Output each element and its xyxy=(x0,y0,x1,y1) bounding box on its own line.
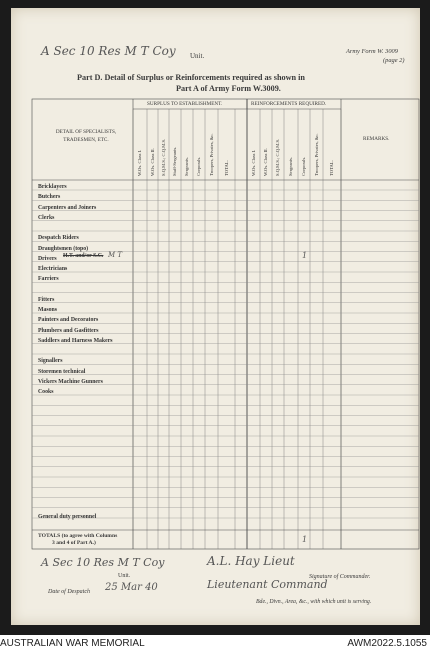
date-of-despatch-label: Date of Despatch xyxy=(48,589,90,595)
trade-row-label: Carpenters and Joiners xyxy=(38,204,97,211)
column-header: W.Os. Class II. xyxy=(263,148,268,176)
date-of-despatch-handwritten: 25 Mar 40 xyxy=(105,582,158,593)
totals-label-2: 3 and 4 of Part A.) xyxy=(52,540,96,546)
trade-row-label: Draughtsmen (topo) xyxy=(38,245,89,252)
surplus-header: SURPLUS TO ESTABLISHMENT. xyxy=(147,101,223,107)
drivers-mark: 1 xyxy=(302,251,308,260)
page-reference: (page 2) xyxy=(383,57,405,64)
column-header: Corporals. xyxy=(196,156,201,176)
trade-row-label: Cooks xyxy=(38,389,54,395)
column-header: W.Os. Class II. xyxy=(149,148,155,176)
trade-row-label: Farriers xyxy=(38,276,59,283)
trade-row-label: Despatch Riders xyxy=(38,235,79,242)
trade-row-label: Clerks xyxy=(38,214,55,221)
column-header: S.Q.M.S.; C.Q.M.S. xyxy=(160,138,166,176)
commander-signature: A.L. Hay Lieut xyxy=(207,554,295,568)
column-header: Corporals. xyxy=(301,156,306,176)
column-header: W.Os. Class I. xyxy=(137,149,142,176)
trade-row-label: Bricklayers xyxy=(38,184,67,190)
trade-row-label: Electricians xyxy=(38,266,68,272)
remarks-header: REMARKS. xyxy=(363,136,390,142)
column-header: Staff-Sergeants. xyxy=(172,146,177,176)
unit-handwritten: A Sec 10 Res M T Coy xyxy=(41,44,176,58)
column-header: Sergeants. xyxy=(184,157,189,176)
column-header: S.Q.M.S.; C.Q.M.S. xyxy=(275,138,280,176)
footer-unit-handwritten: A Sec 10 Res M T Coy xyxy=(41,556,165,569)
trade-row-label: Butchers xyxy=(38,194,61,201)
source-caption: AUSTRALIAN WAR MEMORIAL xyxy=(0,638,145,649)
trade-row-label: Vickers Machine Gunners xyxy=(38,378,103,385)
totals-label: TOTALS (to agree with Columns xyxy=(38,533,118,539)
reinforcements-header: REINFORCEMENTS REQUIRED. xyxy=(251,101,327,107)
general-duty-label: General duty personnel xyxy=(38,514,97,520)
signature-of-commander-label: Signature of Commander. xyxy=(309,574,371,580)
footer-unit-label: Unit. xyxy=(118,573,131,579)
column-header: Troopers, Privates, &c. xyxy=(208,133,214,176)
trade-row-label: Storemen technical xyxy=(38,368,86,375)
form-title-line2: Part A of Army Form W.3009. xyxy=(176,84,281,93)
column-header: W.Os. Class I. xyxy=(250,149,256,176)
column-header: TOTAL. xyxy=(329,160,334,176)
trade-row-label: Painters and Decorators xyxy=(38,317,99,324)
trade-row-label: Signallers xyxy=(38,358,63,365)
trade-row-label: Saddlers and Harness Makers xyxy=(38,337,113,344)
detail-header: DETAIL OF SPECIALISTS, TRADESMEN, ETC. xyxy=(55,129,117,143)
unit-label: Unit. xyxy=(190,52,205,60)
column-header: TOTAL. xyxy=(223,160,229,176)
totals-mark: 1 xyxy=(302,535,308,544)
drivers-added-text: M T xyxy=(108,251,123,259)
drivers-struck-text: H.T. and/or S.C. xyxy=(63,253,104,259)
column-header: Troopers, Privates, &c. xyxy=(313,133,319,176)
trade-row-label: Fitters xyxy=(38,296,55,303)
trade-row-label: Masons xyxy=(38,307,58,313)
trade-row-label: Plumbers and Gasfitters xyxy=(38,327,99,334)
form-sheet xyxy=(11,8,420,625)
form-title-line1: Part D. Detail of Surplus or Reinforcements required as shown in xyxy=(77,73,305,82)
trade-row-label: Drivers xyxy=(38,255,57,262)
brigade-division-label: Bde., Divn., Area, &c., with which unit is serving. xyxy=(256,599,372,605)
command-handwritten: Lieutenant Command xyxy=(207,578,328,591)
form-reference: Army Form W. 3009 xyxy=(346,48,398,55)
accession-number: AWM2022.5.1055 xyxy=(347,638,427,649)
column-header: Sergeants. xyxy=(288,157,293,176)
